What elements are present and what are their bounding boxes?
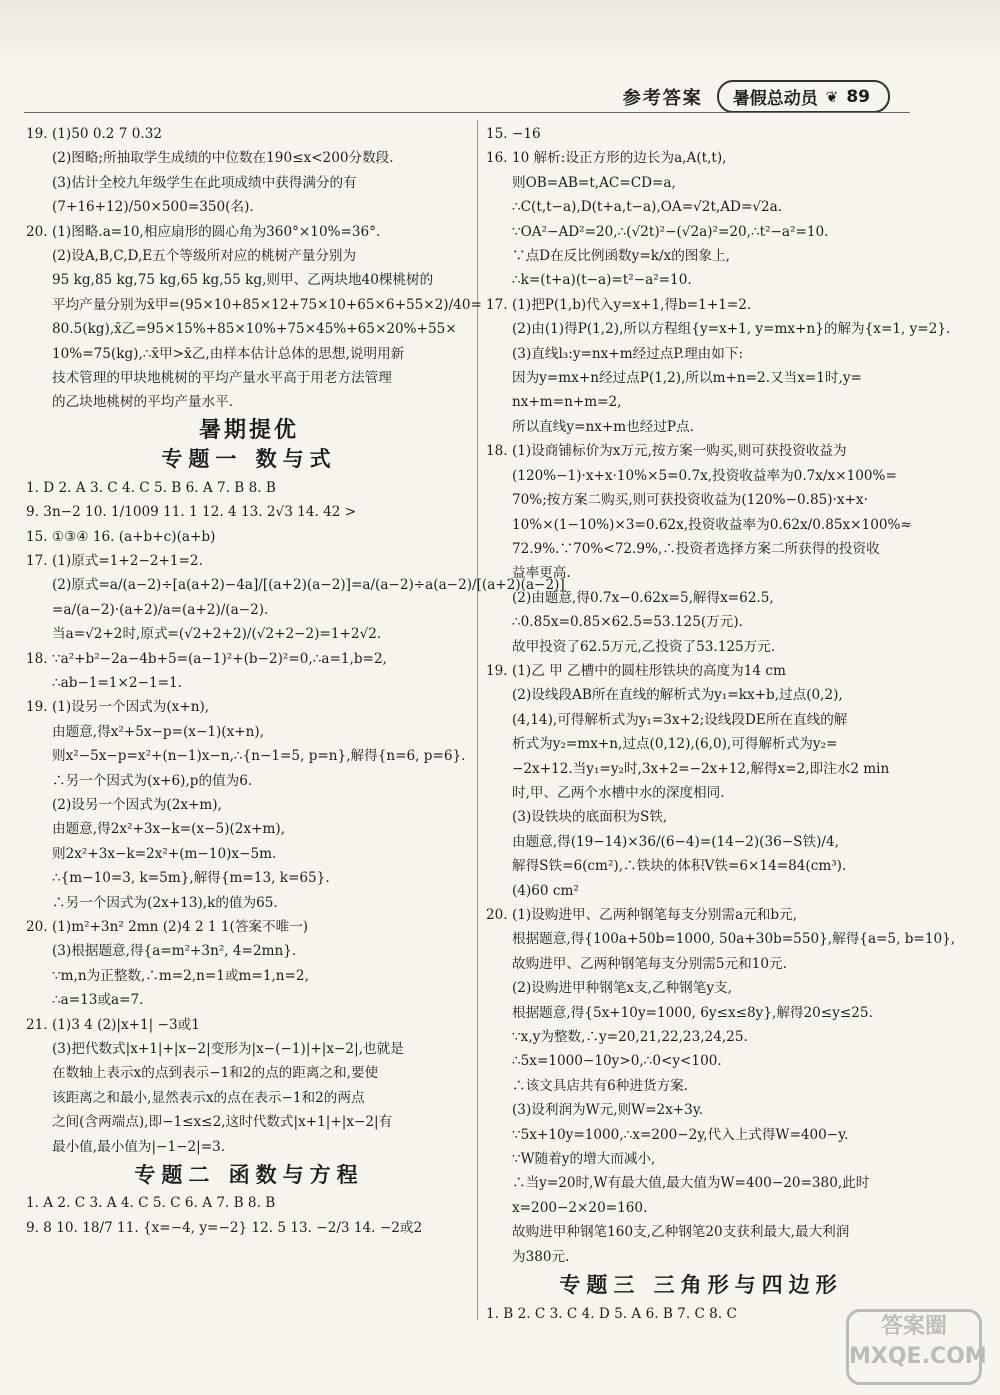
header-badge [717, 80, 890, 113]
answer-line: (7+16+12)/50×500=350(名). [52, 199, 254, 216]
answer-line: (3)设利润为W元,则W=2x+3y. [512, 1102, 704, 1119]
answer-line: 故购进甲、乙两种钢笔每支分别需5元和10元. [512, 955, 787, 972]
section-summer-title: 暑期提优 [198, 417, 299, 443]
answer-line: 15. ①③④ 16. (a+b+c)(a+b) [26, 528, 216, 545]
right-answers-part1 [486, 122, 956, 1269]
answer-line: 19. (1)设另一个因式为(x+n), [26, 699, 210, 716]
header-badge-label: 暑假总动员 [732, 89, 818, 109]
answer-line: 72.9%.∵70%<72.9%,∴投资者选择方案二所获得的投资收 [512, 540, 880, 557]
answer-line: 故甲投资了62.5万元,乙投资了53.125万元. [512, 638, 776, 655]
leaf-icon: ❦ [825, 87, 839, 106]
answer-line: 1. B 2. C 3. C 4. D 5. A 6. B 7. C 8. C [486, 1305, 737, 1322]
answer-line: 10%×(1−10%)×3=0.62x,投资收益率为0.62x/0.85x×100%≈ [512, 516, 912, 533]
answer-line: 当a=√2+2时,原式=(√2+2+2)/(√2+2−2)=1+2√2. [52, 626, 382, 643]
answer-line: 在数轴上表示x的点到表示−1和2的点的距离之和,要使 [52, 1065, 379, 1082]
answer-line: =a/(a−2)·(a+2)/a=(a+2)/(a−2). [52, 601, 269, 618]
right-column [486, 122, 956, 1326]
answer-line: (3)估计全校九年级学生在此项成绩中获得满分的有 [52, 174, 357, 191]
answer-line: ∵W随着y的增大而减小, [512, 1151, 656, 1168]
answer-line: (4)60 cm² [512, 882, 579, 899]
answer-line: 该距离之和最小,显然表示x的点在表示−1和2的两点 [52, 1089, 365, 1106]
answer-line: (2)原式=a/(a−2)÷[a(a+2)−4a]/[(a+2)(a−2)]=a/(a−2)÷a(a−2)/[(a+2)(a−2)] [52, 577, 565, 594]
answer-line: 20. (1)设购进甲、乙两种钢笔每支分别需a元和b元, [486, 907, 798, 923]
answer-line: 平均产量分别为x̄甲=(95×10+85×12+75×10+65×6+55×2)/40= [52, 296, 482, 313]
answer-line: 故购进甲种钢笔160支,乙种钢笔20支获利最大,最大利润 [512, 1224, 850, 1241]
answer-line: ∴5x=1000−10y>0,∴0<y<100. [512, 1053, 722, 1070]
answer-line: ∴另一个因式为(2x+13),k的值为65. [52, 894, 278, 911]
answer-line: 10%=75(kg),∴x̄甲>x̄乙,由样本估计总体的思想,说明用新 [52, 345, 405, 362]
answer-line: 由题意,得2x²+3x−k=(x−5)(2x+m), [52, 821, 286, 838]
answer-line: ∵OA²−AD²=20,∴(√2t)²−(√2a)²=20,∴t²−a²=10. [512, 223, 829, 240]
page-number: 89 [846, 86, 870, 107]
answer-line: 根据题意,得{100a+50b=1000, 50a+30b=550},解得{a=5, b=10}, [512, 931, 956, 948]
answer-line: 之间(含两端点),即−1≤x≤2,这时代数式|x+1|+|x−2|有 [52, 1114, 393, 1131]
answer-line: ∴C(t,t−a),D(t+a,t−a),OA=√2t,AD=√2a. [512, 199, 783, 216]
answer-line: (2)由(1)得P(1,2),所以方程组{y=x+1, y=mx+n}的解为{x=1, y=2}. [512, 321, 951, 338]
answer-line: (2)设A,B,C,D,E五个等级所对应的桃树产量分别为 [52, 248, 357, 265]
answer-line: (3)直线l₃:y=nx+m经过点P.理由如下: [512, 345, 744, 362]
left-answers-part3 [26, 1191, 472, 1240]
header-title: 参考答案 [622, 87, 703, 109]
answer-line: x=200−2×20=160. [512, 1199, 648, 1216]
answer-line: (4,14),可得解析式为y₁=3x+2;设线段DE所在直线的解 [512, 711, 848, 728]
answer-line: ∵点D在反比例函数y=k/x的图象上, [512, 248, 730, 265]
answer-line: (120%−1)·x+x·10%×5=0.7x,投资收益率为0.7x/x×100%= [512, 467, 897, 484]
section-three-title: 专题三 三角形与四边形 [559, 1273, 843, 1298]
answer-line: 的乙块地桃树的平均产量水平. [52, 394, 234, 411]
answer-line: nx+m=n+m=2, [512, 394, 622, 411]
left-answers-part1 [26, 122, 482, 415]
answer-line: (3)设铁块的底面积为S铁, [512, 809, 668, 826]
answer-line: (2)由题意,得0.7x−0.62x=5,解得x=62.5, [512, 589, 774, 606]
answer-line: ∵m,n为正整数,∴m=2,n=1或m=1,n=2, [52, 967, 309, 984]
answer-line: ∴当y=20时,W有最大值,最大值为W=400−20=380,此时 [512, 1175, 870, 1192]
answer-line: 21. (1)3 4 (2)|x+1| −3或1 [26, 1016, 200, 1033]
answer-line: 18. (1)设商铺标价为x万元,按方案一购买,则可获投资收益为 [486, 443, 847, 460]
answer-line: (2)设线段AB所在直线的解析式为y₁=kx+b,过点(0,2), [512, 687, 843, 704]
answer-line: 所以直线y=nx+m也经过P点. [512, 418, 694, 435]
answer-line: 19. (1)50 0.2 7 0.32 [26, 126, 162, 142]
answer-line: 18. ∵a²+b²−2a−4b+5=(a−1)²+(b−2)²=0,∴a=1,b=2, [26, 650, 387, 667]
answer-line: (2)设另一个因式为(2x+m), [52, 796, 222, 813]
answer-line: 根据题意,得{5x+10y=1000, 6y≤x≤8y},解得20≤y≤25. [512, 1004, 873, 1021]
answer-line: 则x²−5x−p=x²+(n−1)x−n,∴{n−1=5, p=n},解得{n=6, p=6}. [52, 748, 466, 765]
answer-line: 1. A 2. C 3. A 4. C 5. C 6. A 7. B 8. B [26, 1195, 276, 1212]
answer-line: 由题意,得(19−14)×36/(6−4)=(14−2)(36−S铁)/4, [512, 833, 839, 850]
answer-line: (2)设购进甲种钢笔x支,乙种钢笔y支, [512, 980, 732, 997]
answer-line: 1. D 2. A 3. C 4. C 5. B 6. A 7. B 8. B [26, 479, 276, 496]
answer-line: 16. 10 解析:设正方形的边长为a,A(t,t), [486, 150, 727, 167]
answer-line: ∴{m−10=3, k=5m},解得{m=13, k=65}. [52, 870, 330, 887]
answer-line: −2x+12.当y₁=y₂时,3x+2=−2x+12,解得x=2,即注水2 min [512, 760, 890, 777]
answer-line: ∵x,y为整数,∴y=20,21,22,23,24,25. [512, 1029, 748, 1046]
answer-line: 17. (1)原式=1+2−2+1=2. [26, 552, 203, 569]
answer-line: 9. 8 10. 18/7 11. {x=−4, y=−2} 12. 5 13. −2/3 14. −2或2 [26, 1219, 423, 1236]
answer-line: ∴a=13或a=7. [52, 992, 144, 1009]
header-rule [24, 112, 910, 113]
answer-line: (3)根据题意,得{a=m²+3n², 4=2mn}. [52, 943, 297, 960]
section-two-title: 专题二 函数与方程 [134, 1163, 364, 1188]
answer-line: 益率更高. [512, 565, 571, 582]
answer-line: 20. (1)图略.a=10,相应扇形的圆心角为360°×10%=36°. [26, 223, 381, 240]
answer-line: 19. (1)乙 甲 乙槽中的圆柱形铁块的高度为14 cm [486, 662, 786, 679]
section-one-title: 专题一 数与式 [161, 447, 337, 472]
answer-line: 时,甲、乙两个水槽中水的深度相同. [512, 784, 725, 801]
answer-line: 为380元. [512, 1248, 570, 1265]
answer-line: 95 kg,85 kg,75 kg,65 kg,55 kg,则甲、乙两块地40棵桃树的 [52, 272, 434, 289]
answer-line: 由题意,得x²+5x−p=(x−1)(x+n), [52, 723, 265, 740]
answer-line: 9. 3n−2 10. 1/1009 11. 1 12. 4 13. 2√3 14. 42 > [26, 504, 357, 521]
answer-line: 70%;按方案二购买,则可获投资收益为(120%−0.85)·x+x· [512, 492, 868, 509]
answer-line: ∴另一个因式为(x+6),p的值为6. [52, 772, 253, 789]
answer-line: ∵5x+10y=1000,∴x=200−2y,代入上式得W=400−y. [512, 1126, 849, 1143]
answer-line: 最小值,最小值为|−1−2|=3. [52, 1138, 226, 1155]
answer-line: 17. (1)把P(1,b)代入y=x+1,得b=1+1=2. [486, 296, 752, 313]
answer-line: ∴该文具店共有6种进货方案. [512, 1077, 689, 1094]
answer-line: 20. (1)m²+3n² 2mn (2)4 2 1 1(答案不唯一) [26, 919, 309, 935]
answer-line: 80.5(kg),x̄乙=95×15%+85×10%+75×45%+65×20%+55× [52, 321, 457, 338]
page-header [623, 80, 890, 113]
answer-line: 析式为y₂=mx+n,过点(0,12),(6,0),可得解析式为y₂= [512, 736, 838, 753]
watermark-logo: 答案圈 MXQE.COM [846, 1309, 982, 1385]
answer-line: ∴0.85x=0.85×62.5=53.125(万元). [512, 614, 743, 631]
answer-line: 则OB=AB=t,AC=CD=a, [512, 174, 676, 191]
answer-line: (3)把代数式|x+1|+|x−2|变形为|x−(−1)|+|x−2|,也就是 [52, 1041, 404, 1058]
answer-line: ∴ab−1=1×2−1=1. [52, 674, 182, 691]
answer-line: 解得S铁=6(cm²),∴铁块的体积V铁=6×14=84(cm³). [512, 858, 847, 875]
answer-line: 因为y=mx+n经过点P(1,2),所以m+n=2.又当x=1时,y= [512, 370, 862, 387]
header-band [0, 0, 1000, 70]
answer-line: 则2x²+3x−k=2x²+(m−10)x−5m. [52, 845, 277, 862]
answer-line: 技术管理的甲块地桃树的平均产量水平高于用老方法管理 [52, 370, 392, 387]
answer-line: (2)图略;所抽取学生成绩的中位数在190≤x<200分数段. [52, 150, 394, 167]
answer-line: 15. −16 [486, 126, 541, 142]
answer-line: ∴k=(t+a)(t−a)=t²−a²=10. [512, 272, 692, 289]
